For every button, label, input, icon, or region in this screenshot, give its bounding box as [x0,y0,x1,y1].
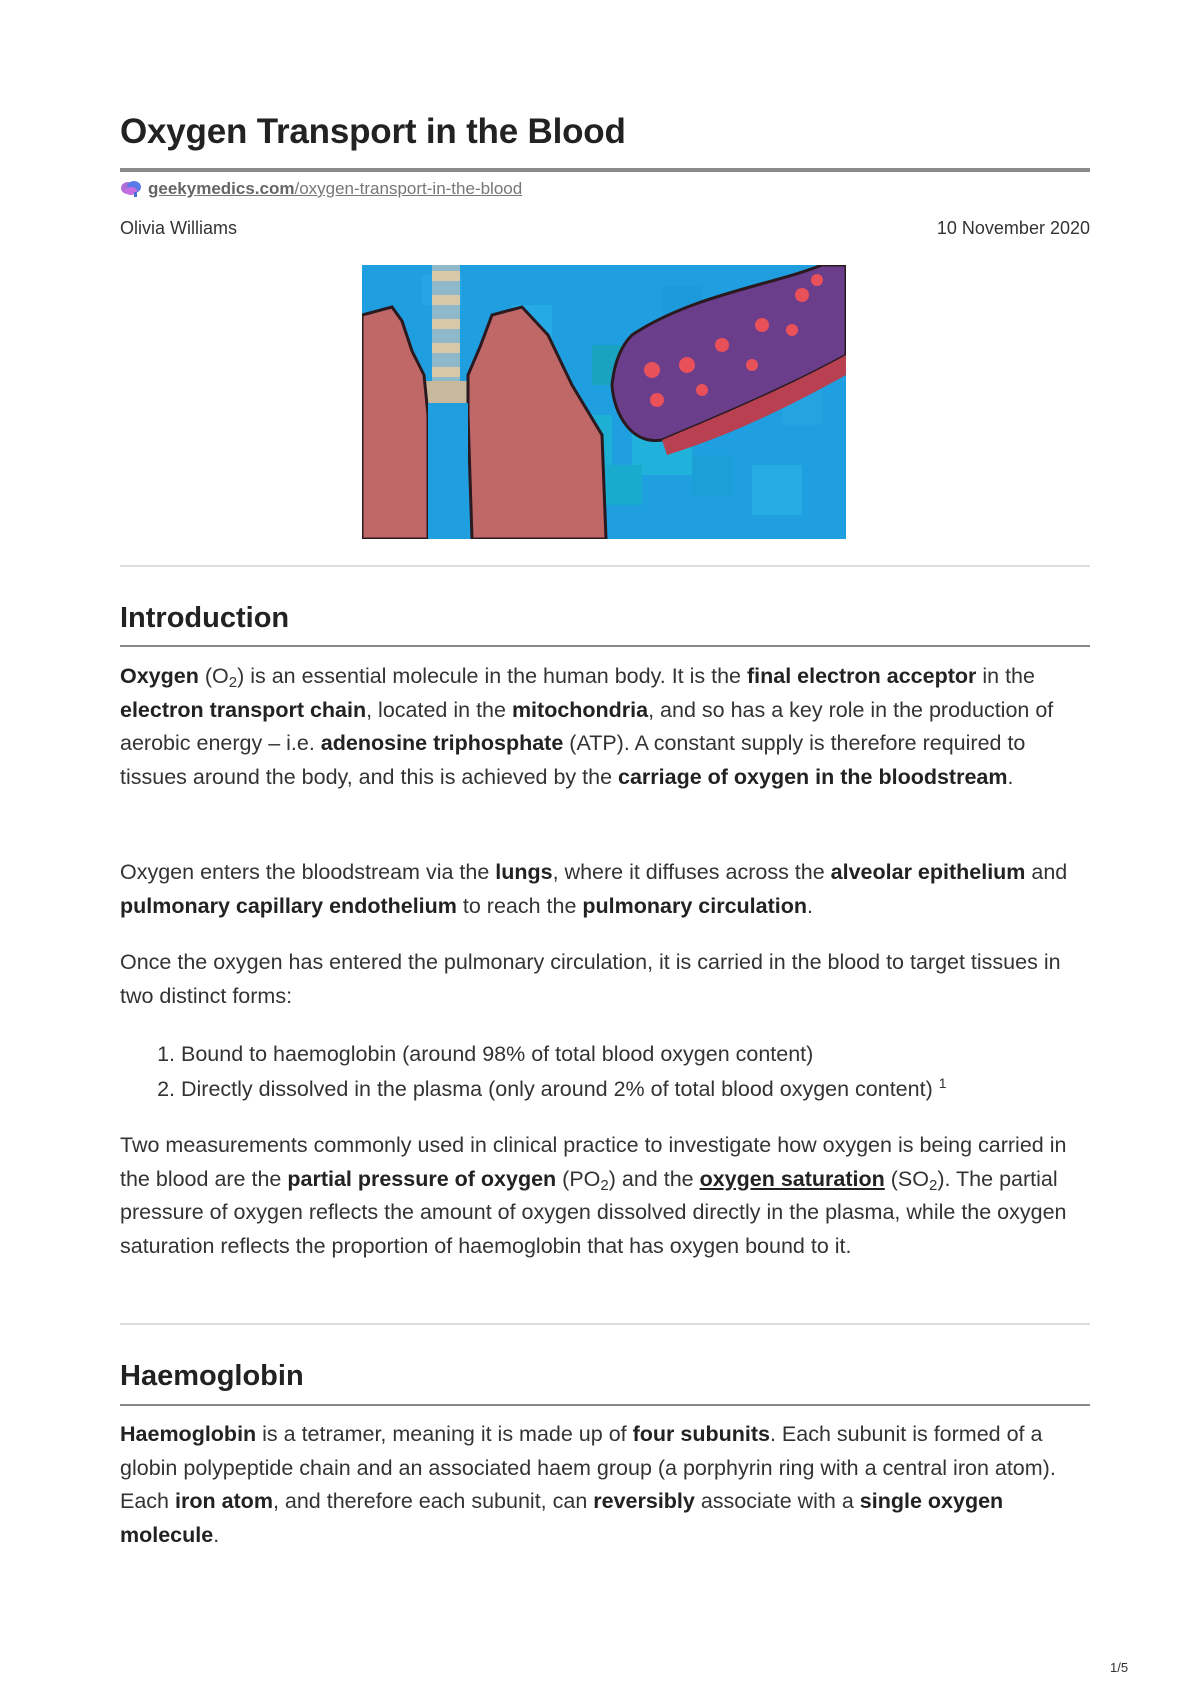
haemoglobin-paragraph-1: Haemoglobin is a tetramer, meaning it is made up of four subunits. Each subunit is formed of a globin polypeptide chain and an associated haem group (a porphyrin ring with a central iron atom). Each iron atom, and therefore each subunit, can reversibly associate with a single oxygen molecule. [120,1422,1056,1547]
intro-paragraph-3: Once the oxygen has entered the pulmonary circulation, it is carried in the blood to target tissues in two distinct forms: [120,950,1061,1008]
list-item: 2. Directly dissolved in the plasma (only around 2% of total blood oxygen content) $^1$ [181,1072,1101,1107]
brain-logo-icon [120,179,142,199]
heading-underline [120,645,1090,647]
article-meta [120,218,1090,239]
page-title: Oxygen Transport in the Blood [120,112,626,151]
intro-paragraph-4: Two measurements commonly used in clinical practice to investigate how oxygen is being carried in the blood are the partial pressure of oxygen $(PO_2)$ and the oxygen saturation $(SO_2)$. The partial pressure of oxygen reflects the amount of oxygen dissolved directly in the plasma, while the oxygen saturation reflects the proportion of haemoglobin that has oxygen bound to it. [120,1133,1067,1258]
lungs-vessel-illustration [362,265,846,539]
list-item: 1. Bound to haemoglobin (around 98% of total blood oxygen content) [181,1037,1101,1072]
page-number: 1/5 [1110,1660,1129,1675]
intro-paragraph-1: Oxygen $(O_2)$ is an essential molecule in the human body. It is the final electron acceptor in the electron transport chain, located in the mitochondria, and so has a key role in the production of aerobic energy – i.e. adenosine triphosphate (ATP). A constant supply is therefore required to tissues around the body, and this is achieved by the carriage of oxygen in the bloodstream. [120,664,1054,789]
section-heading-introduction: Introduction [120,602,290,634]
publish-date: 10 November 2020 [936,218,1090,238]
source-link-row [120,179,522,199]
oxygen-saturation-link[interactable]: oxygen saturation [699,1166,885,1191]
intro-paragraph-2: Oxygen enters the bloodstream via the lungs, where it diffuses across the alveolar epithelium and pulmonary capillary endothelium to reach the pulmonary circulation. [120,860,1068,918]
section-heading-haemoglobin: Haemoglobin [120,1360,304,1392]
reference-link[interactable]: 1 [938,1075,947,1091]
heading-underline [120,1404,1090,1406]
section-separator [120,565,1090,567]
title-divider [120,168,1090,172]
section-separator [120,1323,1090,1325]
author-name: Olivia Williams [120,218,237,238]
oxygen-forms-list [120,1037,1101,1107]
hero-image [362,265,846,539]
source-link[interactable]: geekymedics.com/oxygen-transport-in-the-blood [148,179,523,198]
